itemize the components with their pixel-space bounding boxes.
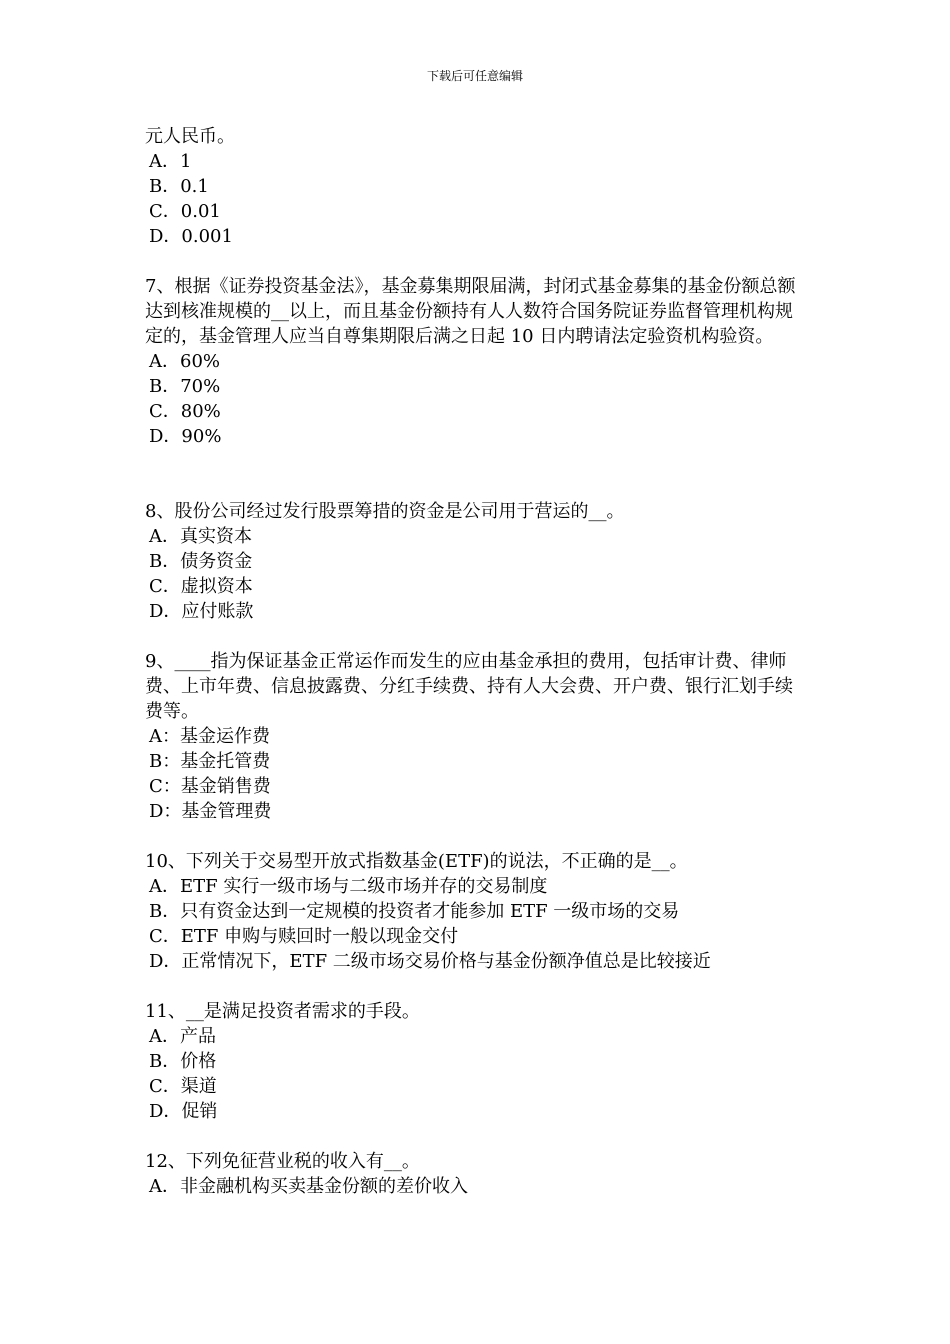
option-b: B．70%	[149, 376, 221, 397]
question-9	[145, 649, 810, 824]
option-b: B．只有资金达到一定规模的投资者才能参加 ETF 一级市场的交易	[149, 901, 680, 922]
question-10	[145, 849, 810, 974]
option-a: A．1	[149, 151, 192, 172]
option-c: C．0.01	[149, 201, 221, 222]
option-c: C．80%	[149, 401, 221, 422]
option-d: D：基金管理费	[149, 801, 272, 822]
question-text: 10、下列关于交易型开放式指数基金(ETF)的说法，不正确的是__。	[145, 851, 688, 872]
question-text: 11、__是满足投资者需求的手段。	[145, 1001, 420, 1022]
option-d: D．90%	[149, 426, 222, 447]
option-c: C．虚拟资本	[149, 576, 253, 597]
option-b: B．价格	[149, 1051, 217, 1072]
page-header: 下载后可任意编辑	[426, 69, 523, 83]
option-b: B：基金托管费	[149, 751, 271, 772]
option-a: A．ETF 实行一级市场与二级市场并存的交易制度	[149, 876, 548, 897]
option-a: A．真实资本	[149, 526, 252, 547]
option-d: D．0.001	[149, 226, 233, 247]
question-6	[145, 124, 810, 249]
document-body	[145, 124, 810, 1199]
option-d: D．正常情况下，ETF 二级市场交易价格与基金份额净值总是比较接近	[149, 951, 711, 972]
question-text: 7、根据《证券投资基金法》，基金募集期限届满，封闭式基金募集的基金份额总额达到核准规模的__以上，而且基金份额持有人人数符合国务院证券监督管理机构规定的，基金管理人应当自尊集期限后满之日起 10 日内聘请法定验资机构验资。	[145, 276, 796, 347]
question-text: 12、下列免征营业税的收入有__。	[145, 1151, 420, 1172]
option-c: C．ETF 申购与赎回时一般以现金交付	[149, 926, 459, 947]
question-11	[145, 999, 810, 1124]
question-text: 8、股份公司经过发行股票筹措的资金是公司用于营运的__。	[145, 501, 625, 522]
option-d: D．促销	[149, 1101, 218, 1122]
option-a: A．60%	[149, 351, 221, 372]
question-12	[145, 1149, 810, 1199]
option-b: B．0.1	[149, 176, 209, 197]
question-text: 9、____指为保证基金正常运作而发生的应由基金承担的费用，包括审计费、律师费、上市年费、信息披露费、分红手续费、持有人大会费、开户费、银行汇划手续费等。	[145, 651, 793, 722]
option-a: A．产品	[149, 1026, 216, 1047]
option-c: C．渠道	[149, 1076, 217, 1097]
option-a: A：基金运作费	[149, 726, 270, 747]
question-text: 元人民币。	[145, 126, 235, 147]
option-d: D．应付账款	[149, 601, 254, 622]
option-c: C：基金销售费	[149, 776, 271, 797]
option-b: B．债务资金	[149, 551, 253, 572]
option-a: A．非金融机构买卖基金份额的差价收入	[149, 1176, 468, 1197]
question-7	[145, 274, 810, 449]
question-8	[145, 499, 810, 624]
